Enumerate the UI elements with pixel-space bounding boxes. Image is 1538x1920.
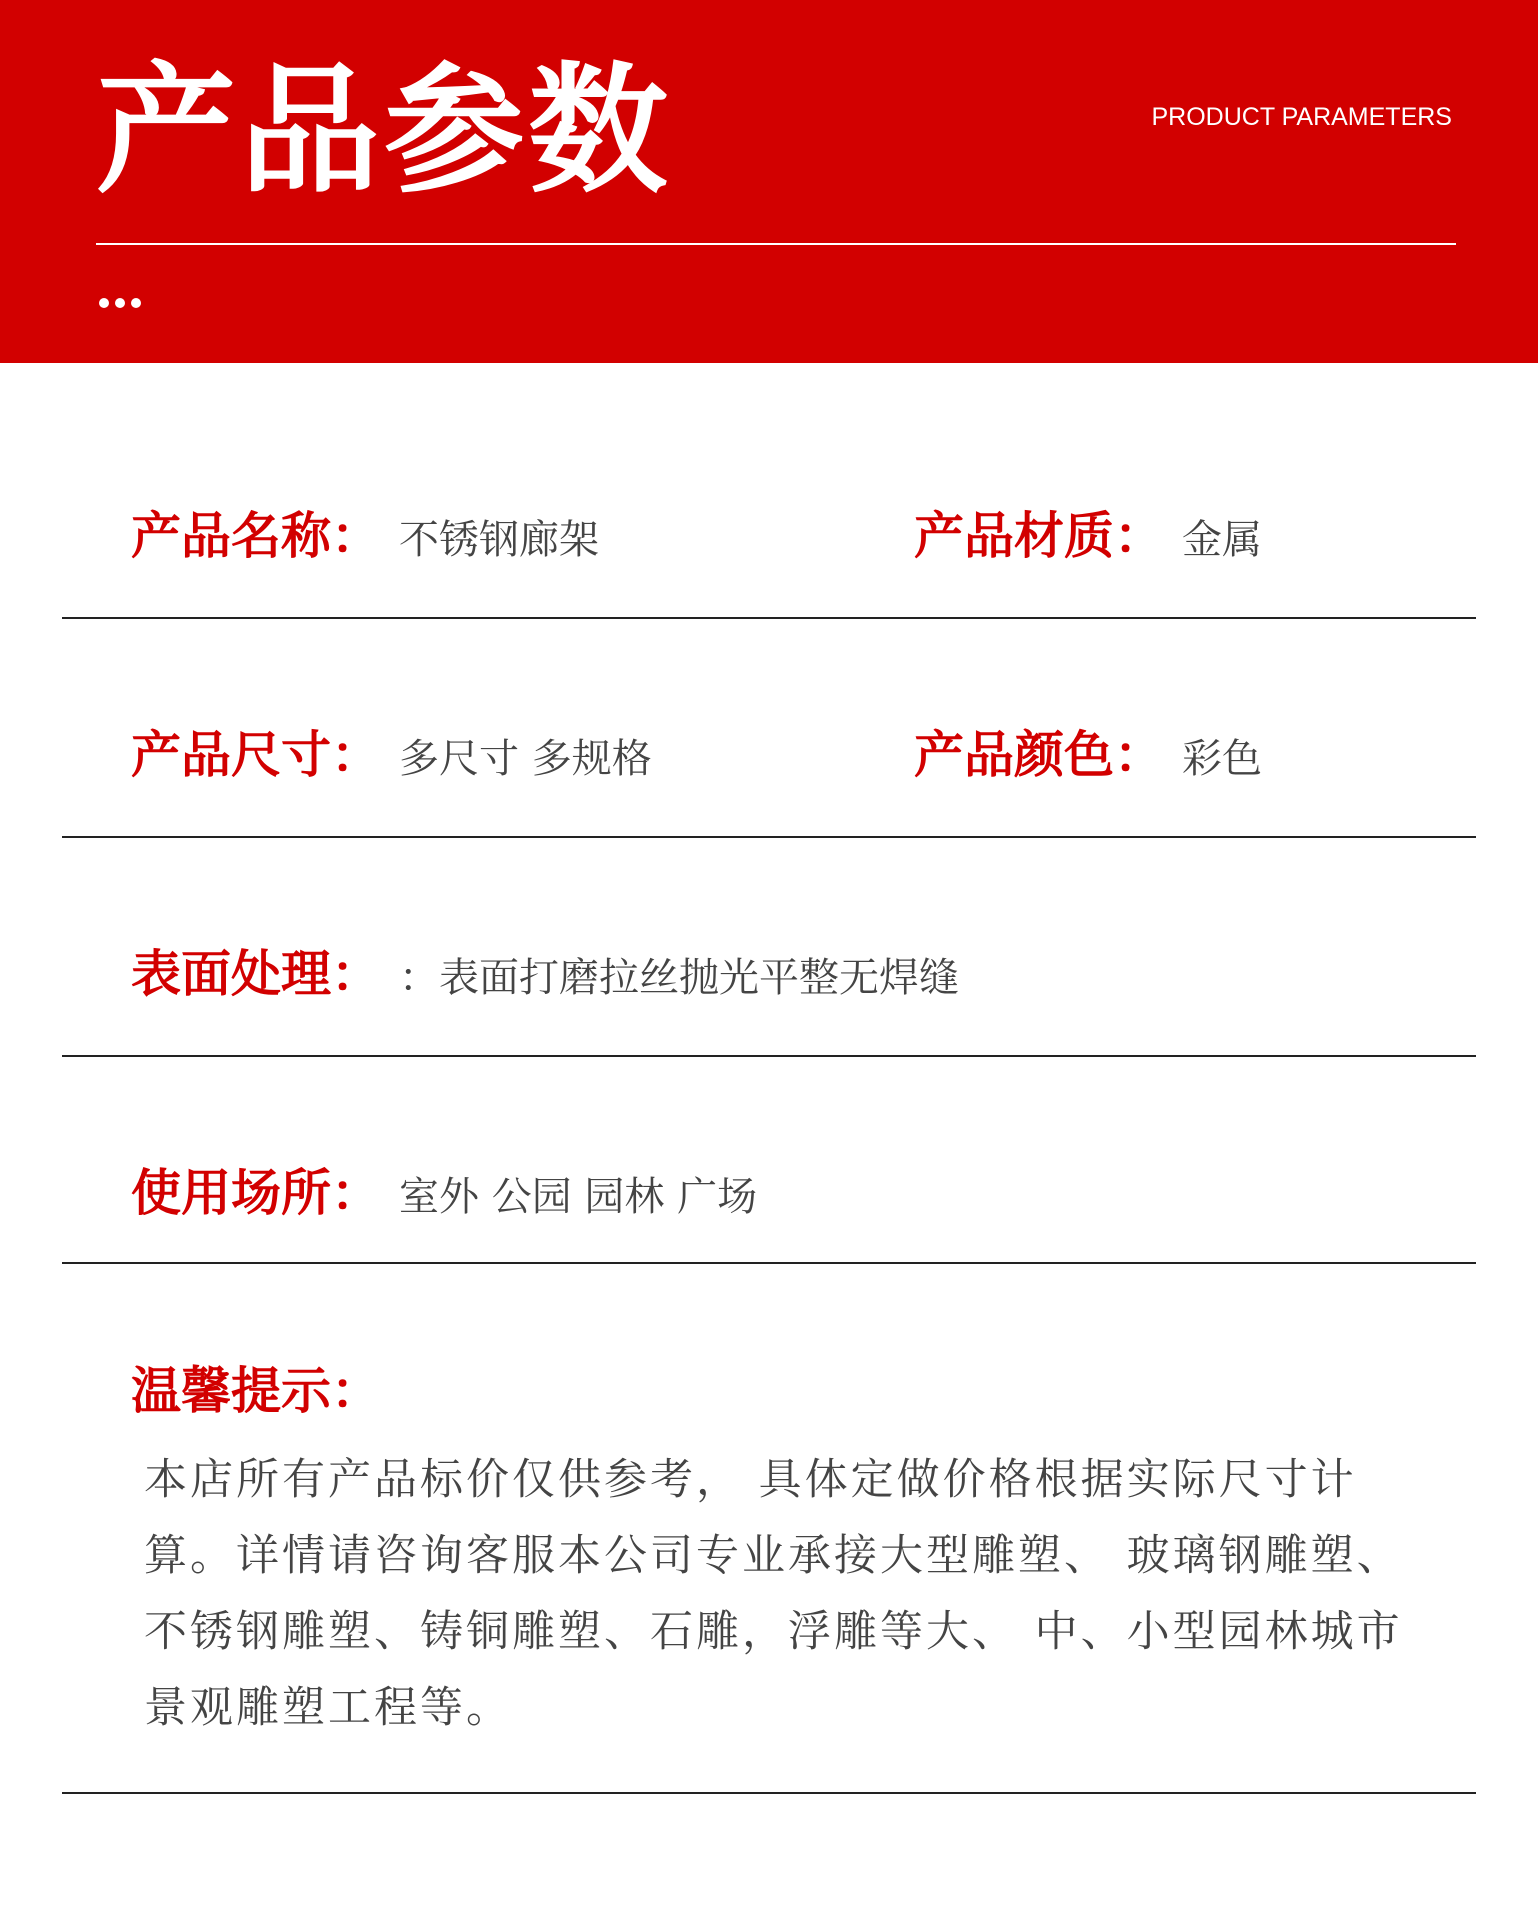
tips-body: 本店所有产品标价仅供参考， 具体定做价格根据实际尺寸计算。详情请咨询客服本公司专业承接大型雕塑、 玻璃钢雕塑、不锈钢雕塑、铸铜雕塑、石雕，浮雕等大、 中、小型园林城市景观雕塑工程等。 — [144, 1455, 1403, 1733]
param-value: 彩色 — [1182, 736, 1262, 782]
page-title: 产品参数 — [96, 50, 673, 213]
tips-title: 温馨提示： — [131, 1362, 381, 1420]
param-product-color — [914, 723, 1262, 791]
param-product-material — [914, 504, 1262, 572]
param-row-size-color — [62, 619, 1476, 838]
param-label: 产品材质： — [914, 507, 1164, 565]
param-value: 不锈钢廊架 — [399, 517, 599, 563]
header-divider — [96, 243, 1456, 245]
param-label: 表面处理： — [131, 945, 381, 1003]
param-usage-location — [131, 1161, 757, 1229]
param-value: 室外 公园 园林 广场 — [399, 1174, 758, 1220]
param-label: 产品尺寸： — [131, 726, 381, 784]
param-value: 金属 — [1182, 517, 1262, 563]
param-row-name-material — [62, 400, 1476, 619]
tips-section — [62, 1264, 1476, 1794]
param-label: 产品名称： — [131, 507, 381, 565]
ellipsis-icon — [99, 298, 141, 310]
header-banner — [0, 0, 1538, 363]
parameter-table — [62, 400, 1476, 1794]
param-value: ：表面打磨拉丝抛光平整无焊缝 — [399, 955, 959, 1001]
param-row-usage — [62, 1057, 1476, 1264]
param-label: 产品颜色： — [914, 726, 1164, 784]
param-value: 多尺寸 多规格 — [399, 736, 652, 782]
param-product-size — [131, 723, 652, 791]
param-surface-treatment — [131, 942, 959, 1010]
param-label: 使用场所： — [131, 1164, 381, 1222]
param-product-name — [131, 504, 599, 572]
param-row-surface — [62, 838, 1476, 1057]
page-subtitle: PRODUCT PARAMETERS — [1151, 103, 1452, 131]
